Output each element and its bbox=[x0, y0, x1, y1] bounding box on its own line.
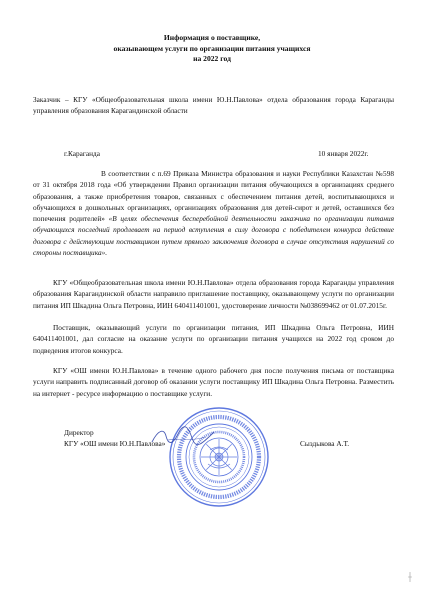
title-line-2: оказывающем услуги по организации питания учащихся bbox=[113, 43, 311, 53]
title-line-3: на 2022 год bbox=[193, 54, 231, 64]
document-date: 10 января 2022г. bbox=[318, 149, 369, 158]
contract-paragraph: КГУ «ОШ имени Ю.Н.Павлова» в течение одного рабочего дня после получения письма от поставщика услуги направить подписанный договор об оказании услуги поставщику ИП Шкадина Ольга Петровна. Разместить на интернет - ресурсе информацию о поставщике услуги. bbox=[33, 366, 394, 398]
signatory-name: Сыздыкова А.Т. bbox=[300, 439, 350, 448]
margin-mark-icon bbox=[407, 571, 413, 583]
legal-basis-text: В соответствии с п.69 Приказа Министра образования и науки Республики Казахстан №598 от 31 октября 2018 года «Об утверждении Правил организации питания обучающихся в организациях среднего образования, а также приобретения товаров, связанных с обеспечением питания детей, воспитывающихся и обучающихся в дошкольных организациях, организациях образования для детей-сирот и детей, оставшихся без попечения родителей» bbox=[33, 169, 394, 224]
signatory-organization: КГУ «ОШ имени Ю.Н.Павлова» bbox=[64, 439, 166, 448]
place-of-issue: г.Караганда bbox=[64, 149, 100, 158]
legal-basis-paragraph bbox=[33, 168, 394, 258]
invitation-paragraph: КГУ «Общеобразовательная школа имени Ю.Н.Павлова» отдела образования города Караганды управления образования Карагандинской области направило приглашение поставщику, оказывающему услуги по организации питания ИП Шкадина Ольга Петровна, ИИН 640411401001, удостоверение личности №038699462 от 01.07.2015г. bbox=[33, 278, 394, 310]
legal-basis-quote: «В целях обеспечения бесперебойной деятельности заказчика по организации питания обучающихся последний продлевает на период вступления в силу договора с победителем конкурса действие договора с действующим поставщиком путем прямого заключения договора в случае отсутствия нарушений со стороны поставщика». bbox=[33, 214, 394, 258]
consent-paragraph: Поставщик, оказывающий услуги по организации питания, ИП Шкадина Ольга Петровна, ИИН 640411401001, дал согласие на оказание услуги по организации питания учащихся на 2022 год сроком до подведения итогов конкурса. bbox=[33, 323, 394, 355]
customer-intro: Заказчик – КГУ «Общеобразовательная школа имени Ю.Н.Павлова» отдела образования города Караганды управления образования Карагандинской области bbox=[33, 95, 394, 116]
signatory-role: Директор bbox=[64, 428, 94, 437]
document-title bbox=[40, 33, 384, 65]
official-round-seal-icon bbox=[168, 406, 270, 508]
title-line-1: Информация о поставщике, bbox=[163, 33, 261, 42]
